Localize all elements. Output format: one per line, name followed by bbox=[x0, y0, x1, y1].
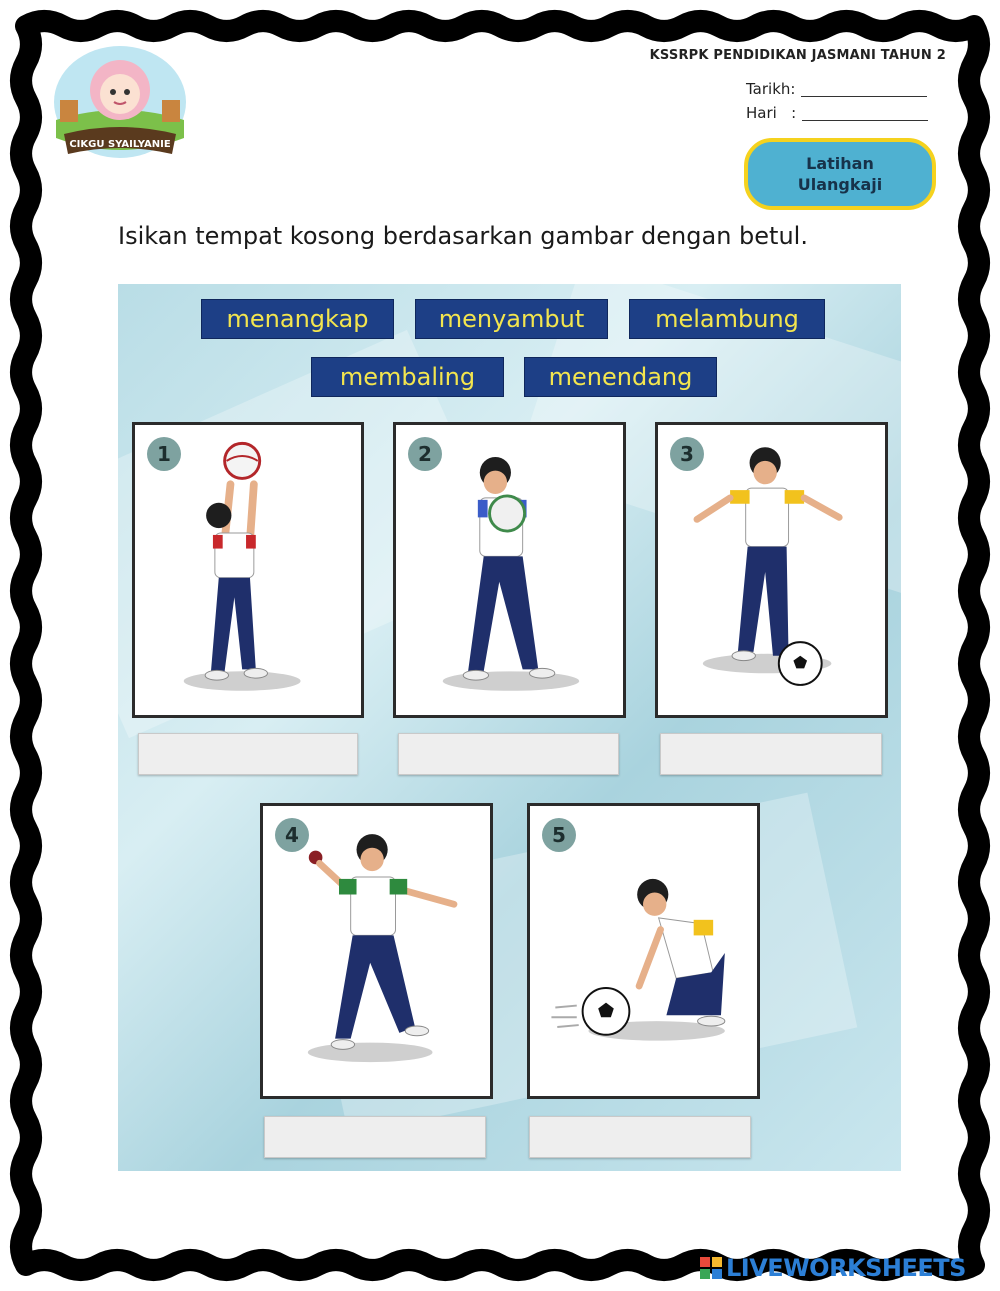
word-chip-melambung[interactable]: melambung bbox=[629, 299, 825, 339]
liveworksheets-watermark bbox=[700, 1254, 966, 1282]
date-row bbox=[746, 80, 927, 98]
day-blank[interactable] bbox=[802, 120, 928, 121]
card-number-4: 4 bbox=[275, 818, 309, 852]
liveworksheets-logo-icon bbox=[700, 1257, 722, 1279]
answer-box-4[interactable] bbox=[264, 1116, 486, 1158]
instruction-text: Isikan tempat kosong berdasarkan gambar dengan betul. bbox=[118, 222, 808, 250]
card-number-2: 2 bbox=[408, 437, 442, 471]
card-number-1: 1 bbox=[147, 437, 181, 471]
answer-box-1[interactable] bbox=[138, 733, 358, 775]
logo-label: CIKGU SYAILYANIE bbox=[69, 139, 171, 150]
picture-card-5 bbox=[527, 803, 760, 1099]
card-number-5: 5 bbox=[542, 818, 576, 852]
answer-box-3[interactable] bbox=[660, 733, 882, 775]
picture-card-3 bbox=[655, 422, 888, 718]
word-chip-menangkap[interactable]: menangkap bbox=[201, 299, 394, 339]
badge-line-1: Latihan bbox=[806, 154, 874, 173]
watermark-text: LIVEWORKSHEETS bbox=[726, 1254, 966, 1282]
exercise-panel bbox=[118, 284, 901, 1171]
subject-title: KSSRPK PENDIDIKAN JASMANI TAHUN 2 bbox=[649, 48, 946, 63]
card-number-3: 3 bbox=[670, 437, 704, 471]
latihan-badge bbox=[744, 138, 936, 210]
teacher-logo bbox=[50, 42, 190, 162]
date-blank[interactable] bbox=[801, 96, 927, 97]
picture-card-2 bbox=[393, 422, 626, 718]
word-chip-menyambut[interactable]: menyambut bbox=[415, 299, 608, 339]
day-label: Hari : bbox=[746, 104, 797, 122]
date-label: Tarikh: bbox=[746, 80, 796, 98]
word-chip-menendang[interactable]: menendang bbox=[524, 357, 717, 397]
picture-card-4 bbox=[260, 803, 493, 1099]
answer-box-5[interactable] bbox=[529, 1116, 751, 1158]
badge-line-2: Ulangkaji bbox=[797, 175, 883, 194]
day-row bbox=[746, 104, 928, 122]
word-chip-membaling[interactable]: membaling bbox=[311, 357, 504, 397]
answer-box-2[interactable] bbox=[398, 733, 619, 775]
picture-card-1 bbox=[132, 422, 364, 718]
